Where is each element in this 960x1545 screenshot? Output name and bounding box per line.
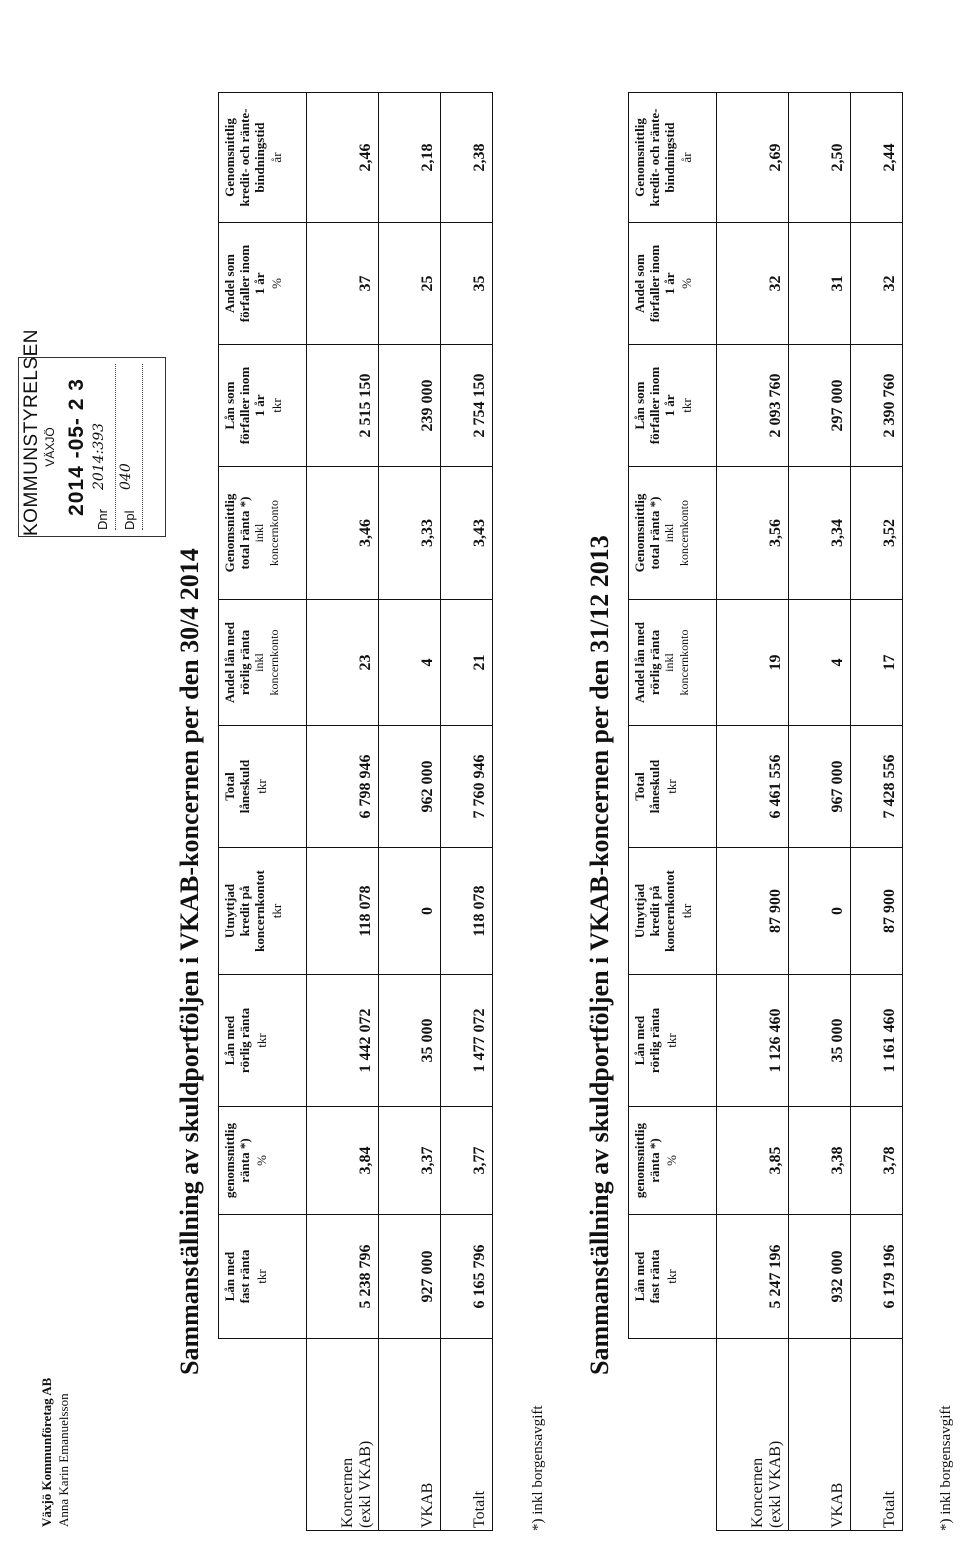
table-cell: 3,33 xyxy=(379,467,441,600)
table-title-2013: Sammanställning av skuldportföljen i VKAB-koncernen per den 31/12 2013 xyxy=(585,535,614,1375)
footnote-2013: *) inkl borgensavgift xyxy=(938,1405,954,1531)
column-header-line2: förfaller inom xyxy=(237,366,252,445)
table-cell: 962 000 xyxy=(379,726,441,848)
column-header-line3: 1 år xyxy=(252,394,267,417)
column-header-line3: 1 år xyxy=(252,272,267,295)
column-header-line2: förfaller inom xyxy=(647,366,662,445)
header-row xyxy=(629,93,717,1531)
row-label xyxy=(789,1339,851,1531)
column-header xyxy=(629,1215,717,1339)
column-unit: tkr xyxy=(269,398,284,413)
table-cell: 5 247 196 xyxy=(717,1215,789,1339)
stamp-dnr-label: Dnr xyxy=(95,509,110,530)
column-header xyxy=(629,345,717,467)
column-header-line1: genomsnittlig xyxy=(632,1122,647,1199)
table-cell: 2 754 150 xyxy=(441,345,493,467)
table-row xyxy=(441,93,493,1531)
row-label-line1: Koncernen xyxy=(339,1457,356,1528)
table-cell: 23 xyxy=(307,600,379,726)
column-header-line1: Lån med xyxy=(222,1251,237,1302)
stamp-dpl-value: 040 xyxy=(118,463,134,490)
column-unit: koncernkonto xyxy=(677,629,691,696)
column-unit: koncernkonto xyxy=(267,500,281,566)
table-cell: 2 515 150 xyxy=(307,345,379,467)
column-header xyxy=(219,848,307,975)
column-header xyxy=(219,600,307,726)
table-cell: 6 165 796 xyxy=(441,1215,493,1339)
column-unit: tkr xyxy=(664,1269,679,1284)
table-cell: 2,46 xyxy=(307,93,379,223)
table-cell: 32 xyxy=(717,223,789,345)
column-header-line3: inkl xyxy=(252,523,266,543)
table-cell: 239 000 xyxy=(379,345,441,467)
table-cell: 3,77 xyxy=(441,1107,493,1215)
table-cell: 3,37 xyxy=(379,1107,441,1215)
header-row xyxy=(219,93,307,1531)
column-header-line3: koncernkontot xyxy=(662,870,677,952)
company-name: Växjö Kommunföretag AB xyxy=(39,1377,54,1527)
column-header-line2: fast ränta xyxy=(237,1249,252,1304)
column-unit: tkr xyxy=(679,903,694,919)
column-unit: % xyxy=(664,1155,679,1166)
organization-block xyxy=(38,1378,72,1527)
column-unit: år xyxy=(269,152,284,163)
table-cell: 3,52 xyxy=(851,467,903,600)
table-cell: 6 179 196 xyxy=(851,1215,903,1339)
column-header-line1: Lån med xyxy=(632,1251,647,1302)
column-header-line1: Lån som xyxy=(632,381,647,430)
corner-cell xyxy=(629,1339,717,1531)
row-label xyxy=(717,1339,789,1531)
column-unit: % xyxy=(254,1155,269,1166)
column-unit: tkr xyxy=(254,1269,269,1284)
column-header xyxy=(629,600,717,726)
table-cell: 2 093 760 xyxy=(717,345,789,467)
table-cell: 35 xyxy=(441,223,493,345)
corner-cell xyxy=(219,1339,307,1531)
column-header-line1: Genomsnittlig xyxy=(632,118,647,197)
stamp-date: 2014 -05- 2 3 xyxy=(65,378,88,516)
table-cell: 5 238 796 xyxy=(307,1215,379,1339)
column-header-line1: Andel som xyxy=(222,254,237,313)
table-row xyxy=(789,93,851,1531)
table-cell: 4 xyxy=(379,600,441,726)
table-row xyxy=(851,93,903,1531)
table-cell: 0 xyxy=(789,848,851,975)
table-cell: 35 000 xyxy=(789,975,851,1107)
column-header-line3: bindningstid xyxy=(252,122,267,193)
row-label xyxy=(379,1339,441,1531)
column-header-line1: Lån med xyxy=(632,1015,647,1066)
row-label-line1: Koncernen xyxy=(749,1457,766,1528)
column-header-line3: bindningstid xyxy=(662,122,677,193)
stamp-name: KOMMUNSTYRELSEN xyxy=(21,328,42,536)
column-unit: % xyxy=(679,278,694,289)
column-header-line2: låneskuld xyxy=(647,759,662,814)
column-header-line1: Total xyxy=(222,772,237,801)
table-cell: 3,46 xyxy=(307,467,379,600)
table-cell: 932 000 xyxy=(789,1215,851,1339)
table-cell: 967 000 xyxy=(789,726,851,848)
column-header-line1: Lån med xyxy=(222,1015,237,1066)
table-row xyxy=(307,93,379,1531)
table-cell: 3,85 xyxy=(717,1107,789,1215)
column-unit: tkr xyxy=(254,779,269,794)
table-cell: 31 xyxy=(789,223,851,345)
table-cell: 1 477 072 xyxy=(441,975,493,1107)
column-header-line2: ränta *) xyxy=(237,1138,252,1183)
column-header xyxy=(629,223,717,345)
table-cell: 118 078 xyxy=(441,848,493,975)
stamp-dpl-label: Dpl xyxy=(122,510,137,530)
table-cell: 35 000 xyxy=(379,975,441,1107)
column-unit: koncernkonto xyxy=(267,629,281,696)
table-cell: 17 xyxy=(851,600,903,726)
table-cell: 3,34 xyxy=(789,467,851,600)
table-cell: 7 428 556 xyxy=(851,726,903,848)
column-unit: tkr xyxy=(269,903,284,919)
column-header-line1: Andel lån med xyxy=(222,622,237,703)
column-header-line1: Utnyttjad xyxy=(222,883,237,939)
column-header xyxy=(219,223,307,345)
column-header xyxy=(219,1107,307,1215)
table-cell: 1 442 072 xyxy=(307,975,379,1107)
author-name: Anna Karin Emanuelsson xyxy=(56,1393,71,1527)
column-header xyxy=(629,726,717,848)
row-label-line2: Totalt xyxy=(471,1490,488,1528)
table-cell: 21 xyxy=(441,600,493,726)
column-unit: tkr xyxy=(679,398,694,413)
table-cell: 2,69 xyxy=(717,93,789,223)
table-row xyxy=(717,93,789,1531)
column-header-line1: Lån som xyxy=(222,381,237,430)
row-label-line2: (exkl VKAB) xyxy=(767,1440,784,1528)
column-unit: % xyxy=(269,278,284,289)
column-header-line1: Genomsnittlig xyxy=(632,493,647,573)
column-header-line2: rörlig ränta xyxy=(647,1007,662,1074)
column-header-line2: kredit- och ränte- xyxy=(237,108,252,207)
column-header xyxy=(219,93,307,223)
table-cell: 0 xyxy=(379,848,441,975)
column-header-line1: Genomsnittlig xyxy=(222,493,237,573)
column-header xyxy=(629,848,717,975)
column-header xyxy=(219,345,307,467)
table-cell: 3,84 xyxy=(307,1107,379,1215)
stamp-dnr-value: 2014:393 xyxy=(91,422,107,490)
row-label-line2: VKAB xyxy=(829,1482,846,1528)
row-label-line2: VKAB xyxy=(419,1482,436,1528)
table-row xyxy=(379,93,441,1531)
table-cell: 19 xyxy=(717,600,789,726)
column-header-line2: fast ränta xyxy=(647,1249,662,1304)
column-header-line1: Total xyxy=(632,772,647,801)
stamp-dpl-field xyxy=(118,364,143,530)
column-unit: tkr xyxy=(254,1033,269,1048)
column-header-line1: Andel som xyxy=(632,254,647,313)
table-cell: 32 xyxy=(851,223,903,345)
table-cell: 3,38 xyxy=(789,1107,851,1215)
table-cell: 3,43 xyxy=(441,467,493,600)
table-title-2014: Sammanställning av skuldportföljen i VKAB-koncernen per den 30/4 2014 xyxy=(175,548,204,1375)
column-header-line1: Andel lån med xyxy=(632,622,647,703)
row-label xyxy=(307,1339,379,1531)
column-header xyxy=(219,467,307,600)
table-cell: 297 000 xyxy=(789,345,851,467)
stamp-dnr-field xyxy=(91,364,116,530)
column-header-line3: inkl xyxy=(662,653,676,672)
row-label xyxy=(441,1339,493,1531)
column-header-line2: låneskuld xyxy=(237,759,252,814)
column-header-line2: rörlig ränta xyxy=(647,629,662,696)
column-header-line2: kredit på xyxy=(237,885,252,937)
column-header xyxy=(629,975,717,1107)
column-unit: tkr xyxy=(664,779,679,794)
table-cell: 2 390 760 xyxy=(851,345,903,467)
debt-table-2013 xyxy=(628,92,903,1531)
table-cell: 7 760 946 xyxy=(441,726,493,848)
row-label xyxy=(851,1339,903,1531)
table-cell: 2,18 xyxy=(379,93,441,223)
footnote-2014: *) inkl borgensavgift xyxy=(530,1405,546,1531)
column-header xyxy=(219,726,307,848)
debt-table-2014 xyxy=(218,92,493,1531)
column-header-line2: förfaller inom xyxy=(647,244,662,323)
table-cell: 87 900 xyxy=(717,848,789,975)
table-cell: 6 798 946 xyxy=(307,726,379,848)
table-cell: 4 xyxy=(789,600,851,726)
table-cell: 2,44 xyxy=(851,93,903,223)
column-header-line2: rörlig ränta xyxy=(237,1007,252,1074)
column-header-line2: rörlig ränta xyxy=(237,629,252,696)
stamp-city: VÄXJÖ xyxy=(43,427,57,467)
table-cell: 3,56 xyxy=(717,467,789,600)
row-label-line2: Totalt xyxy=(881,1490,898,1528)
column-header-line1: Utnyttjad xyxy=(632,883,647,939)
column-header xyxy=(219,975,307,1107)
table-cell: 2,50 xyxy=(789,93,851,223)
column-header-line2: total ränta *) xyxy=(237,496,252,570)
column-header-line2: ränta *) xyxy=(647,1138,662,1183)
column-header-line2: förfaller inom xyxy=(237,244,252,323)
column-unit: koncernkonto xyxy=(677,500,691,566)
column-header-line3: inkl xyxy=(662,523,676,543)
column-header-line1: genomsnittlig xyxy=(222,1122,237,1199)
column-header xyxy=(219,1215,307,1339)
column-header-line2: kredit- och ränte- xyxy=(647,108,662,207)
column-header xyxy=(629,1107,717,1215)
table-cell: 2,38 xyxy=(441,93,493,223)
received-stamp xyxy=(18,328,166,537)
column-header-line2: kredit på xyxy=(647,885,662,937)
column-header-line3: koncernkontot xyxy=(252,870,267,952)
table-cell: 87 900 xyxy=(851,848,903,975)
row-label-line2: (exkl VKAB) xyxy=(357,1440,374,1528)
table-cell: 3,78 xyxy=(851,1107,903,1215)
column-header-line2: total ränta *) xyxy=(647,496,662,570)
column-header-line1: Genomsnittlig xyxy=(222,118,237,197)
table-cell: 1 161 460 xyxy=(851,975,903,1107)
table-cell: 6 461 556 xyxy=(717,726,789,848)
column-header-line3: 1 år xyxy=(662,272,677,295)
column-unit: tkr xyxy=(664,1033,679,1048)
table-cell: 37 xyxy=(307,223,379,345)
column-unit: år xyxy=(679,152,694,163)
table-cell: 1 126 460 xyxy=(717,975,789,1107)
column-header-line3: inkl xyxy=(252,653,266,672)
table-cell: 25 xyxy=(379,223,441,345)
column-header-line3: 1 år xyxy=(662,394,677,417)
table-cell: 927 000 xyxy=(379,1215,441,1339)
table-cell: 118 078 xyxy=(307,848,379,975)
column-header xyxy=(629,467,717,600)
column-header xyxy=(629,93,717,223)
